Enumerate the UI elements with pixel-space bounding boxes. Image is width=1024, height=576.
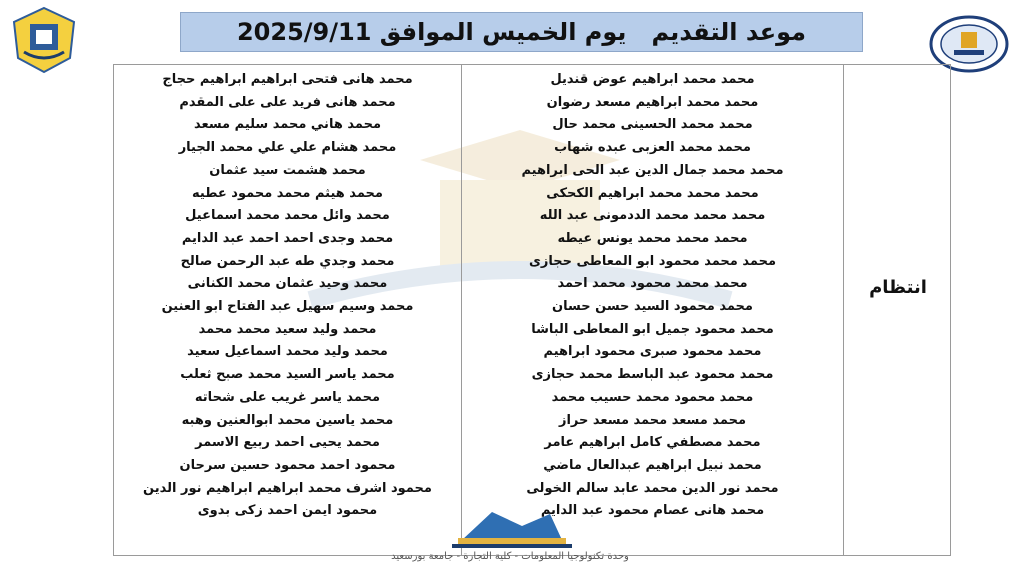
student-name: محمد وائل محمد محمد اسماعيل xyxy=(185,208,390,224)
table-divider xyxy=(843,65,844,555)
student-name: محمد محمد محمود ابو المعاطى حجازى xyxy=(528,253,777,269)
student-name: محمد هاني محمد سليم مسعد xyxy=(193,117,382,133)
student-name: محمود اشرف محمد ابراهيم ابراهيم نور الدين xyxy=(143,480,432,496)
student-name: محمد محمود عبد الباسط محمد حجازى xyxy=(531,367,774,383)
student-name: محمد هيثم محمد محمود عطيه xyxy=(192,185,383,201)
student-name: محمد محمد محمد ابراهيم الكحكى xyxy=(546,185,759,201)
student-name: محمد محمود محمد حسيب محمد xyxy=(551,389,754,405)
student-name: محمد محمد ابراهيم عوض قنديل xyxy=(550,72,755,87)
student-name: محمد محمد العزبى عبده شهاب xyxy=(554,140,751,156)
student-name: محمد محمد محمد الددمونى عبد الله xyxy=(539,208,766,224)
student-name: محمد هانى عصام محمود عبد الدايم xyxy=(540,503,765,519)
university-logo-icon xyxy=(10,6,78,74)
student-name: محمد وليد سعيد محمد محمد xyxy=(198,321,377,337)
appointment-title-banner xyxy=(180,12,863,52)
student-name: محمد وسيم سهيل عبد الفتاح ابو العنين xyxy=(161,299,414,315)
student-name: محمود احمد محمود حسين سرحان xyxy=(179,457,396,473)
student-name: محمد محمد جمال الدين عبد الحى ابراهيم xyxy=(521,162,784,178)
student-name: محمد محمد محمود محمد احمد xyxy=(557,276,748,292)
student-name: محمد محمود صبرى محمود ابراهيم xyxy=(543,344,762,360)
student-name: محمود ايمن احمد زكى بدوى xyxy=(197,503,378,519)
student-name: محمد وجدي طه عبد الرحمن صالح xyxy=(180,253,395,269)
enrollment-category: انتظام xyxy=(869,277,927,298)
student-name: محمد ياسر غريب على شحاته xyxy=(194,389,381,405)
student-name: محمد نور الدين محمد عابد سالم الخولى xyxy=(526,480,779,496)
names-table xyxy=(113,64,951,556)
student-name: محمد نبيل ابراهيم عبدالعال ماضي xyxy=(543,457,762,473)
student-name: محمد وليد محمد اسماعيل سعيد xyxy=(187,344,388,360)
student-name: محمد وحيد عثمان محمد الكنانى xyxy=(187,276,388,292)
student-name: محمد مصطفي كامل ابراهيم عامر xyxy=(544,435,761,451)
student-name: محمد محمد ابراهيم مسعد رضوان xyxy=(546,94,759,110)
student-name: محمد ياسين محمد ابوالعنين وهبه xyxy=(181,412,394,428)
student-name: محمد محمد محمد يونس عيطه xyxy=(557,230,748,246)
student-name: محمد هانى فريد على على المقدم xyxy=(179,94,396,110)
names-column-left xyxy=(114,69,461,523)
student-name: محمد محمود السيد حسن حسان xyxy=(552,299,753,315)
student-name: محمد هانى فتحى ابراهيم ابراهيم حجاج xyxy=(162,72,413,87)
student-name: محمد ياسر السيد محمد صبح ثعلب xyxy=(180,367,395,383)
names-column-right xyxy=(462,69,843,523)
student-name: محمد محمود جميل ابو المعاطى الباشا xyxy=(531,321,774,337)
student-name: محمد هشام علي علي محمد الجيار xyxy=(178,140,397,156)
student-name: محمد وجدى احمد احمد عبد الدايم xyxy=(181,230,394,246)
student-name: محمد مسعد محمد مسعد حراز xyxy=(558,412,747,428)
it-unit-logo-icon xyxy=(432,506,592,552)
student-name: محمد هشمت سيد عثمان xyxy=(209,162,366,178)
appointment-title: موعد التقديم يوم الخميس الموافق 2025/9/11 xyxy=(236,18,807,46)
footer-caption: وحدة تكنولوجيا المعلومات - كلية التجارة - جامعة بورسعيد xyxy=(391,551,629,562)
student-name: محمد يحيى احمد ربيع الاسمر xyxy=(195,435,380,451)
student-name: محمد محمد الحسينى محمد حال xyxy=(552,117,753,133)
